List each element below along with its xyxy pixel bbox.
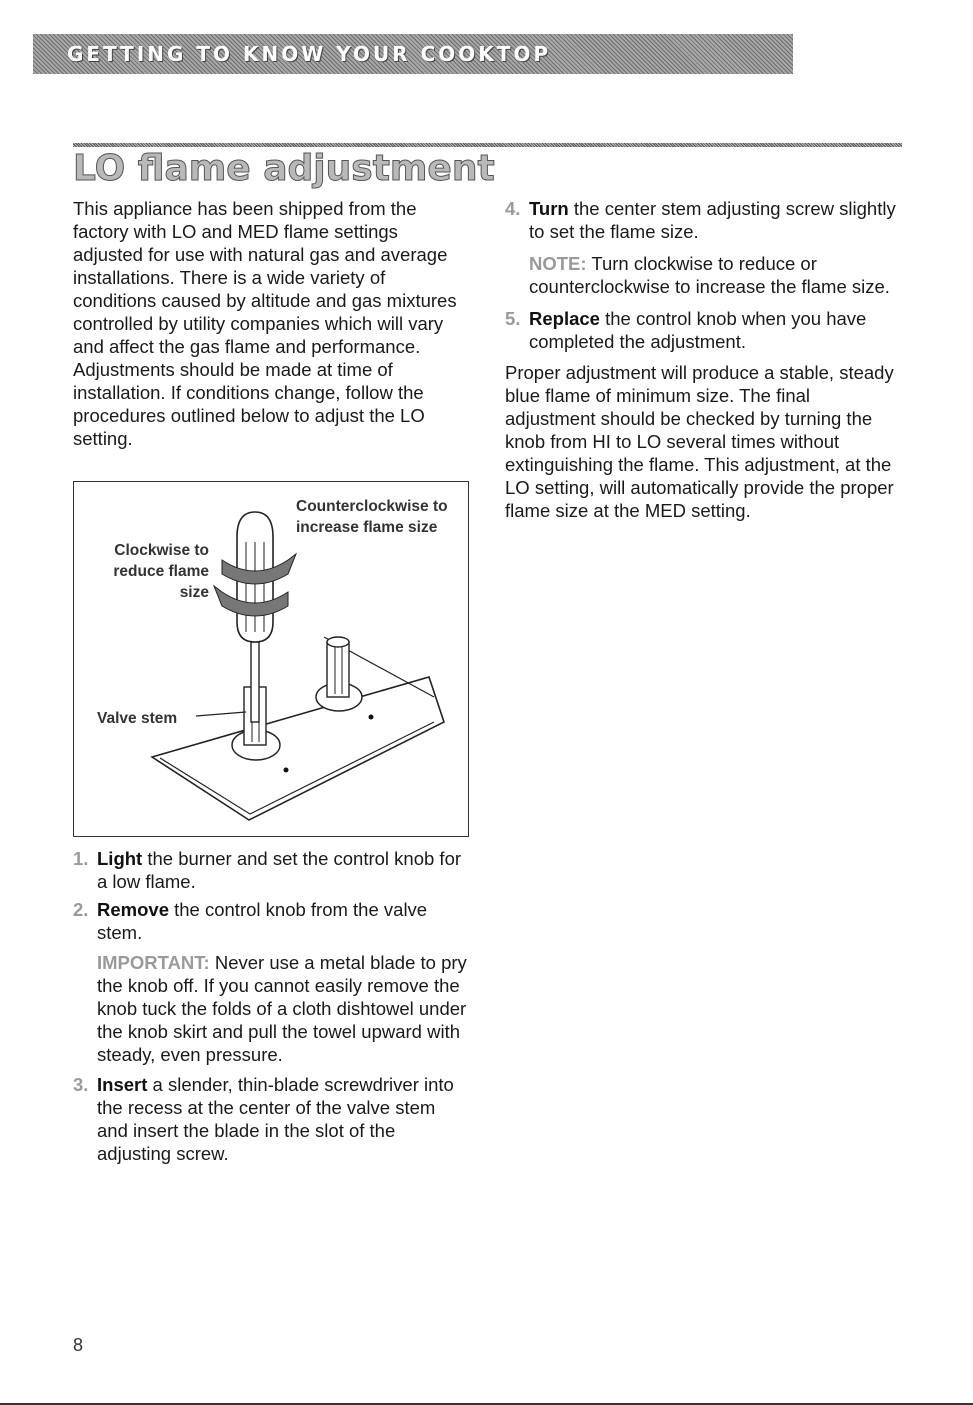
intro-paragraph: This appliance has been shipped from the factory with LO and MED flame settings adjusted for use with natural gas and average installations. There is a wide variety of conditions caused by altitude and gas mixtures controlled by utility companies which will vary and affect the gas flame and performance. Adjustments should be made at time of installation. If conditions change, follow the procedures outlined below to adjust the LO setting. <box>73 198 457 449</box>
indicator-dot <box>369 715 374 720</box>
step-text: the center stem adjusting screw slightly to set the flame size. <box>529 198 896 242</box>
valve-stem-figure <box>73 481 469 837</box>
step-action: Turn <box>529 198 569 219</box>
note-label: NOTE: <box>529 253 587 274</box>
step-action: Remove <box>97 899 169 920</box>
left-column <box>73 197 469 1170</box>
important-text: Never use a metal blade to pry the knob off. If you cannot easily remove the knob tuck the folds of a cloth dishtowel under the knob skirt and pull the towel upward with steady, even pressure. <box>97 952 467 1065</box>
step-action: Replace <box>529 308 600 329</box>
second-valve-stem <box>327 642 349 697</box>
step-action: Light <box>97 848 143 869</box>
step-number: 2. <box>73 899 89 920</box>
step-3 <box>73 1073 469 1165</box>
step-text: the control knob from the valve stem. <box>97 899 428 943</box>
step-number: 4. <box>505 198 521 219</box>
counterclockwise-label: Counterclockwise to increase flame size <box>296 498 448 536</box>
banner-text: GETTING TO KNOW YOUR COOKTOP <box>67 42 552 66</box>
turn-note <box>505 252 905 298</box>
important-label: IMPORTANT: <box>97 952 210 973</box>
closing-paragraph: Proper adjustment will produce a stable, steady blue flame of minimum size. The final adjustment should be checked by turning the knob from HI to LO several times without extinguishing the flame. This adjustment, at the LO setting, will automatically provide the proper flame size at the MED setting. <box>505 362 894 521</box>
cooktop-surface <box>152 677 444 820</box>
note-text: Turn clockwise to reduce or counterclockwise to increase the flame size. <box>529 253 890 297</box>
step-number: 3. <box>73 1074 89 1095</box>
step-text: the burner and set the control knob for a low flame. <box>97 848 462 892</box>
valve-stem-leader <box>196 712 246 716</box>
step-1 <box>73 847 469 893</box>
title-rule <box>73 143 902 147</box>
clockwise-label: Clockwise to reduce flame size <box>113 542 209 601</box>
step-number: 1. <box>73 848 89 869</box>
page-number: 8 <box>73 1335 84 1355</box>
step-text: the control knob when you have completed the adjustment. <box>529 308 867 352</box>
screwdriver-shaft <box>251 642 259 722</box>
step-text: a slender, thin-blade screwdriver into the recess at the center of the valve stem and insert the blade in the slot of the adjusting screw. <box>97 1074 454 1164</box>
step-number: 5. <box>505 308 521 329</box>
page-title: LO flame adjustment <box>73 148 495 189</box>
second-stem-top <box>327 637 349 647</box>
step-2 <box>73 898 469 944</box>
step-action: Insert <box>97 1074 148 1095</box>
section-banner <box>33 34 793 74</box>
step-5 <box>505 307 905 353</box>
important-note <box>73 951 469 1066</box>
valve-stem-label: Valve stem <box>97 710 178 727</box>
indicator-dot <box>284 768 289 773</box>
right-column <box>505 197 905 522</box>
step-4 <box>505 197 905 243</box>
